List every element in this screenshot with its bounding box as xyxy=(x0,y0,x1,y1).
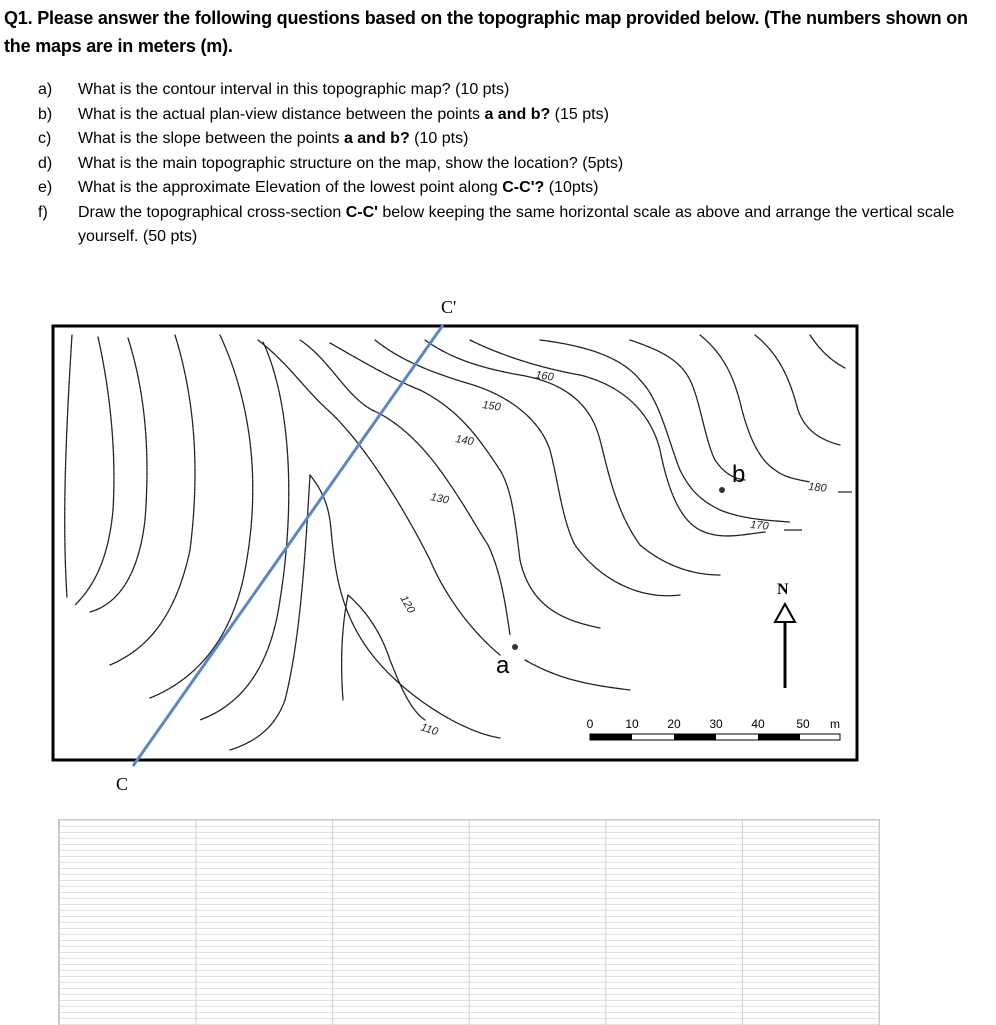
contour-line xyxy=(330,343,600,628)
contour-line xyxy=(65,335,72,597)
question-text-part: (10pts) xyxy=(544,179,599,196)
scale-unit: m xyxy=(830,717,840,731)
contour-line xyxy=(540,340,790,522)
scale-label: 0 xyxy=(586,717,594,731)
contour-label: 150 xyxy=(481,399,502,414)
contour-line xyxy=(348,595,425,720)
contour-line xyxy=(150,335,253,698)
scale-bar xyxy=(590,734,840,740)
contour-line xyxy=(375,340,680,596)
scale-label: 50 xyxy=(796,717,810,731)
contour-line xyxy=(75,337,114,605)
contour-label: 180 xyxy=(807,481,828,495)
question-label: d) xyxy=(38,154,53,172)
label-c-prime: C' xyxy=(441,297,457,317)
question-title: Q1. Please answer the following questions based on the topographic map provided below. (The numbers shown on the maps are in meters (m). xyxy=(4,8,968,56)
contour-line xyxy=(525,660,630,690)
contour-line xyxy=(200,342,289,720)
question-text-part: (15 pts) xyxy=(550,105,609,123)
label-c: C xyxy=(116,774,129,794)
contour-line xyxy=(810,335,845,368)
scale-label: 40 xyxy=(751,717,765,731)
contour-line xyxy=(700,335,810,482)
question-label: c) xyxy=(38,130,52,147)
question-text-bold: C-C' xyxy=(345,203,378,221)
point-a-label: a xyxy=(496,652,510,679)
point-a-marker xyxy=(512,644,518,650)
north-arrow-icon xyxy=(775,604,795,688)
contour-label: 130 xyxy=(429,491,450,507)
north-label: N xyxy=(777,581,789,598)
contour-line xyxy=(470,340,765,536)
question-text-bold: a and b? xyxy=(484,105,551,123)
point-b-marker xyxy=(719,487,725,493)
point-b-label: b xyxy=(732,461,746,488)
question-text-part: (10 pts) xyxy=(409,130,469,147)
contour-label: 160 xyxy=(534,369,555,384)
scale-label: 30 xyxy=(709,717,723,731)
question-text-part: What is the approximate Elevation of the lowest point along xyxy=(78,179,503,196)
contour-label: 120 xyxy=(397,593,417,616)
contour-label: 140 xyxy=(454,433,475,449)
question-label: a) xyxy=(38,81,53,98)
scale-label: 20 xyxy=(667,717,681,731)
question-text-part: below keeping the same horizontal scale as above and arrange the vertical scale yourself. (50 pts) xyxy=(78,203,955,245)
question-text-part: What is the contour interval in this topographic map? (10 pts) xyxy=(78,81,510,98)
question-label: e) xyxy=(38,179,53,196)
question-label: f) xyxy=(38,203,48,221)
question-text-bold: C-C'? xyxy=(502,179,545,196)
contour-line xyxy=(110,335,195,665)
question-text-part: What is the slope between the points xyxy=(78,130,344,147)
question-text-part: What is the main topographic structure on the map, show the location? (5pts) xyxy=(78,154,624,172)
contour-label: 170 xyxy=(749,519,770,533)
contour-line xyxy=(300,340,510,635)
scale-label: 10 xyxy=(625,717,639,731)
contour-line xyxy=(258,340,500,655)
question-text-part: What is the actual plan-view distance between the points xyxy=(78,105,485,123)
question-text-part: Draw the topographical cross-section xyxy=(78,203,346,221)
question-label: b) xyxy=(38,105,53,123)
contour-line xyxy=(630,340,745,480)
contour-label: 110 xyxy=(419,721,440,739)
question-text-bold: a and b? xyxy=(343,130,410,147)
cross-section-grid[interactable] xyxy=(58,819,880,1025)
contour-line xyxy=(755,335,840,445)
cross-section-line xyxy=(133,325,443,766)
